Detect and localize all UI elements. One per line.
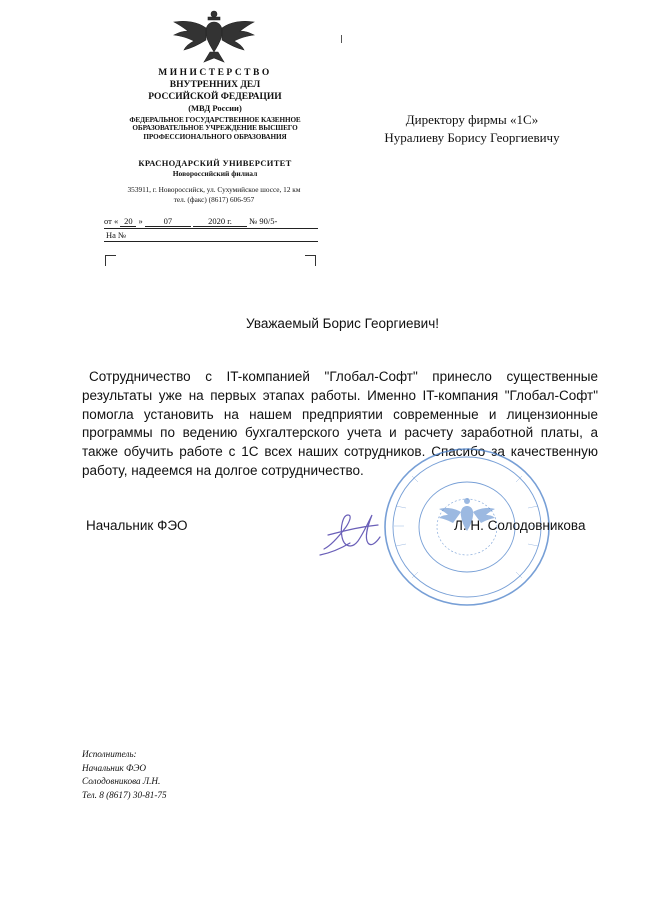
university-name: КРАСНОДАРСКИЙ УНИВЕРСИТЕТ bbox=[138, 158, 292, 168]
reference-label: На № bbox=[106, 230, 127, 240]
addressee-position: Директору фирмы «1С» bbox=[405, 112, 539, 127]
date-month: 07 bbox=[145, 216, 191, 227]
address-line: 353911, г. Новороссийск, ул. Сухумийское шоссе, 12 км bbox=[127, 185, 301, 194]
letterhead-address bbox=[64, 185, 364, 205]
margin-mark bbox=[341, 35, 342, 43]
signatory-role: Начальник ФЭО bbox=[86, 518, 188, 533]
phone-line: тел. (факс) (8617) 606-957 bbox=[173, 194, 255, 204]
eagle-emblem-icon bbox=[172, 8, 256, 66]
date-day: 20 bbox=[120, 216, 136, 227]
executor-name: Солодовникова Л.Н. bbox=[82, 776, 161, 787]
executor-phone: Тел. 8 (8617) 30-81-75 bbox=[82, 789, 167, 800]
institution-line: ФЕДЕРАЛЬНОЕ ГОСУДАРСТВЕННОЕ КАЗЕННОЕ bbox=[129, 116, 301, 124]
date-prefix: от « bbox=[104, 216, 119, 226]
ministry-title: МИНИСТЕРСТВО bbox=[158, 68, 272, 78]
address-corner-left bbox=[105, 255, 116, 266]
executor-block bbox=[82, 748, 167, 802]
executor-position: Начальник ФЭО bbox=[82, 762, 147, 773]
ministry-line2: ВНУТРЕННИХ ДЕЛ bbox=[169, 80, 261, 90]
number-value: 90/5- bbox=[259, 216, 278, 226]
ministry-line3: РОССИЙСКОЙ ФЕДЕРАЦИИ bbox=[148, 92, 282, 102]
institution-name bbox=[84, 116, 346, 141]
date-mid: » bbox=[138, 216, 143, 226]
greeting: Уважаемый Борис Георгиевич! bbox=[246, 316, 439, 331]
number-label: № bbox=[249, 216, 258, 226]
handwritten-signature-icon bbox=[318, 505, 388, 565]
reference-line bbox=[104, 228, 318, 242]
addressee-name: Нуралиеву Борису Георгиевичу bbox=[384, 130, 560, 145]
registration-line bbox=[104, 216, 277, 227]
signatory-name: Л. Н. Солодовникова bbox=[454, 518, 586, 533]
executor-label: Исполнитель: bbox=[82, 749, 137, 759]
institution-line: ОБРАЗОВАТЕЛЬНОЕ УЧРЕЖДЕНИЕ ВЫСШЕГО bbox=[132, 124, 298, 133]
institution-line: ПРОФЕССИОНАЛЬНОГО ОБРАЗОВАНИЯ bbox=[143, 132, 287, 141]
branch-name: Новороссийский филиал bbox=[172, 169, 258, 178]
date-year: 2020 г. bbox=[193, 216, 247, 227]
ministry-abbr: (МВД России) bbox=[188, 103, 242, 113]
address-corner-right bbox=[305, 255, 316, 266]
letter-body: Сотрудничество с IT-компанией "Глобал-Софт" принесло существенные результаты уже на первых этапах работы. Именно IT-компания "Глобал-Софт" помогла установить на нашем предприятии современные и лицензионные программы по ведению бухгалтерского учета и расчету заработной платы, а также обучить работе с 1С всех наших сотрудников. Спасибо за качественную работу, надеемся на долгое сотрудничество. bbox=[82, 369, 598, 478]
